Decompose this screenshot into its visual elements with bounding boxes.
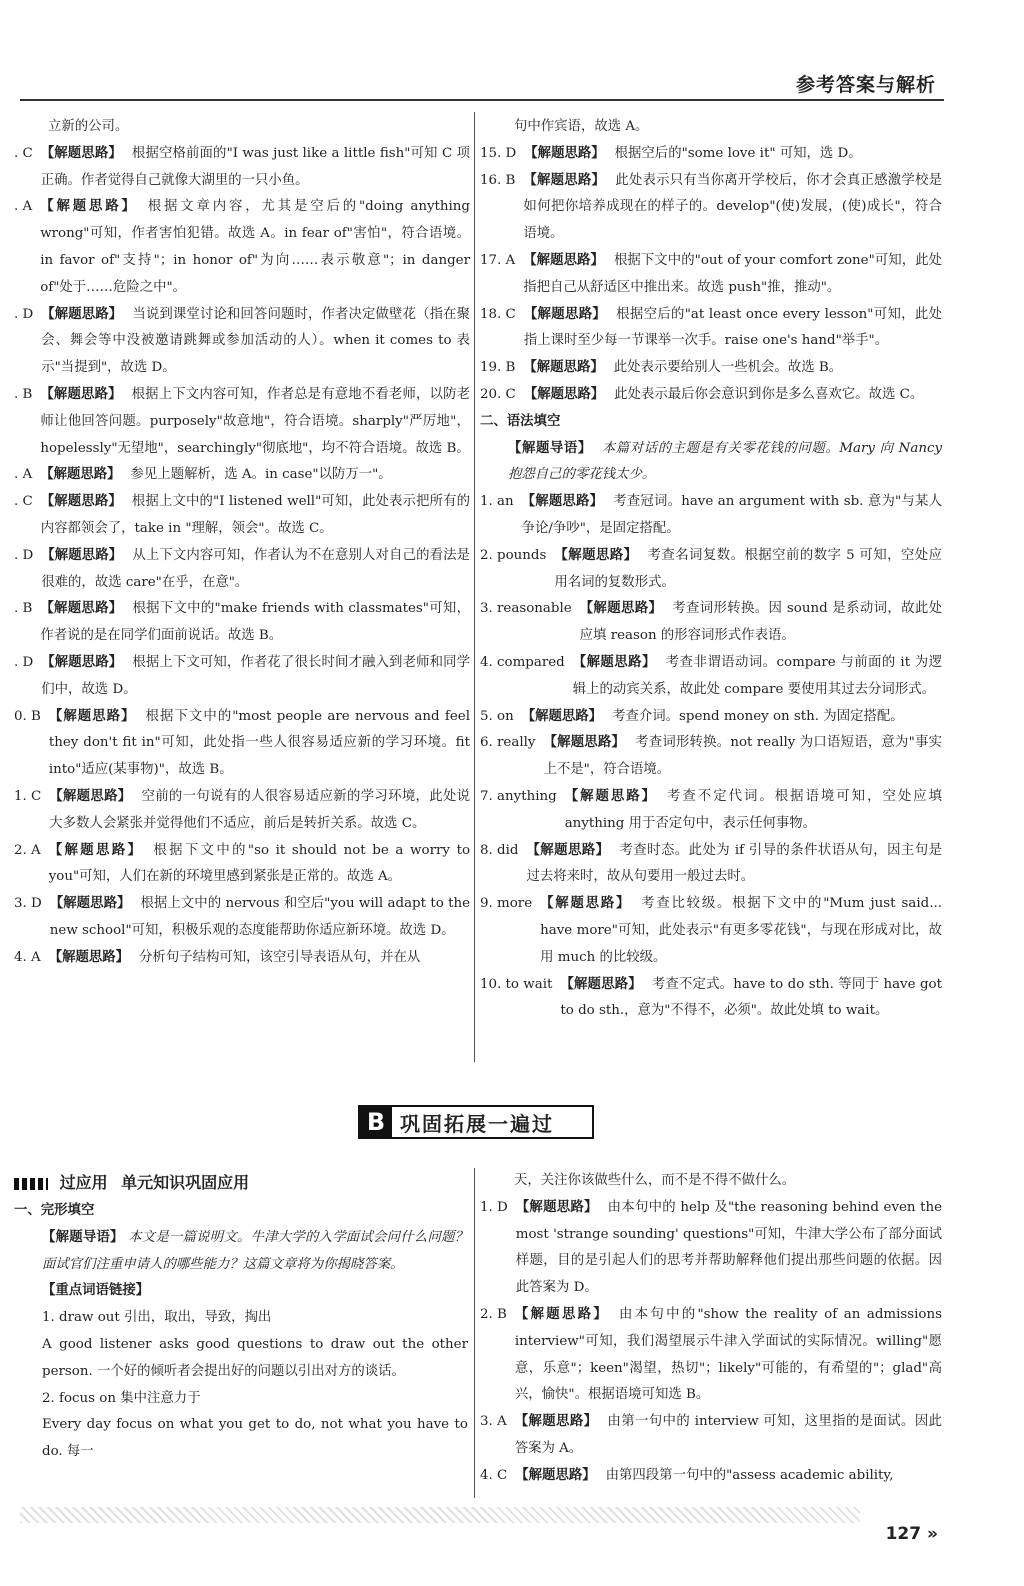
answer-text <box>523 168 942 248</box>
answer-text <box>41 302 470 382</box>
answer-number: 5. on <box>480 708 514 724</box>
answer-number: 4. A <box>14 949 41 965</box>
answer-number: 4. C <box>480 1467 508 1483</box>
answer-tag: 【解题思路】 <box>564 788 658 804</box>
answer-number: 2. pounds <box>480 547 547 563</box>
column-divider <box>474 112 475 1062</box>
answer-tag: 【解题思路】 <box>40 386 122 402</box>
answer-number: 7. anything <box>480 788 557 804</box>
answer-tag: 【解题思路】 <box>524 145 605 161</box>
answer-body: 根据上文中的 nervous 和空后"you will adapt to the new school"可知，积极乐观的态度能帮助你适应新环境。故选 D。 <box>49 896 471 938</box>
answer-tag: 【解题思路】 <box>540 896 632 912</box>
answer-continuation-spacer <box>480 1168 514 1195</box>
answer-body: 天，关注你该做些什么，而不是不得不做什么。 <box>514 1173 796 1188</box>
answer-text <box>40 462 470 489</box>
page-number <box>886 1524 938 1544</box>
answer-text <box>522 704 942 731</box>
answer-number: 3. reasonable <box>480 601 572 617</box>
answer-number: 3. A <box>480 1414 507 1430</box>
header-rule <box>20 99 944 101</box>
answer-tag: 【解题思路】 <box>49 896 131 912</box>
answer-text <box>41 141 470 195</box>
answer-text <box>522 489 942 543</box>
answer-item <box>14 596 470 650</box>
answer-text <box>40 596 470 650</box>
answer-item <box>14 704 470 784</box>
answer-item <box>480 489 942 543</box>
vocab-example: Every day focus on what you get to do, not what you have to do. 每一 <box>42 1417 468 1460</box>
answer-text <box>526 838 942 892</box>
answer-body: 根据空格前面的"I was just like a little fish"可知 C 项正确。作者觉得自己就像大湖里的一只小鱼。 <box>40 145 470 188</box>
answer-text <box>560 972 942 1026</box>
answer-body: 此处表示要给别人一些机会。故选 B。 <box>613 360 843 376</box>
answer-text <box>48 114 470 141</box>
answer-number: 9. more <box>480 896 533 912</box>
answer-number: . D <box>14 547 34 563</box>
answer-number: 20. C <box>480 386 516 402</box>
answer-text <box>523 248 942 302</box>
answer-text <box>540 891 942 971</box>
answer-number: 2. B <box>480 1306 507 1322</box>
footer-pattern <box>20 1507 860 1523</box>
answer-body: 当说到课堂讨论和回答问题时，作者决定做壁花（指在聚会、舞会等中没被邀请跳舞或参加活动的人）。when it comes to 表示"当提到"，故选 D。 <box>41 306 471 376</box>
answer-item <box>14 194 470 301</box>
answer-tag: 【解题思路】 <box>49 788 132 804</box>
answer-tag: 【解题思路】 <box>48 708 136 724</box>
right-column <box>480 114 942 1025</box>
cloze-guide-text: 本文是一篇说明文。牛津大学的入学面试会问什么问题？面试官们注重申请人的哪些能力？这篇文章将为你揭晓答案。 <box>42 1229 469 1272</box>
answer-tag: 【解题思路】 <box>523 360 604 376</box>
answer-text <box>573 650 942 704</box>
answer-tag: 【解题思路】 <box>523 306 607 322</box>
answer-item <box>480 114 942 141</box>
answer-number: 16. B <box>480 172 516 188</box>
answer-body: 分析句子结构可知，该空引导表语从句，并在从 <box>139 949 421 965</box>
vocab-example: A good listener asks good questions to draw out the other person. 一个好的倾听者会提出好的问题以引出对方的谈话。 <box>42 1336 468 1379</box>
answer-body: 考查介词。spend money on sth. 为固定搭配。 <box>612 708 904 724</box>
answer-tag: 【解题思路】 <box>521 708 603 724</box>
answer-body: 根据下文中的"make friends with classmates"可知，作者说的是在同学们面前说话。故选 B。 <box>40 601 471 644</box>
answer-item <box>480 650 942 704</box>
answer-number: 4. compared <box>480 654 565 670</box>
answer-number: 18. C <box>480 306 516 322</box>
answer-item <box>480 596 942 650</box>
answer-tag: 【解题思路】 <box>521 494 604 510</box>
answer-number: 8. did <box>480 842 519 858</box>
answer-tag: 【解题思路】 <box>523 172 606 188</box>
answer-item <box>480 891 942 971</box>
answer-number: . B <box>14 386 33 402</box>
page-header-title: 参考答案与解析 <box>795 74 936 96</box>
answer-item <box>480 704 942 731</box>
answer-item <box>14 462 470 489</box>
answer-number: 15. D <box>480 145 517 161</box>
answer-continuation-spacer <box>480 114 514 141</box>
answer-number: 17. A <box>480 252 516 268</box>
answer-item <box>480 972 942 1026</box>
answer-text <box>49 945 470 972</box>
answer-item <box>480 168 942 248</box>
answer-body: 考查词形转换。因 sound 是系动词，故此处应填 reason 的形容词形式作表语。 <box>579 601 943 644</box>
answer-text <box>49 838 470 892</box>
answer-tag: 【解题思路】 <box>554 547 638 563</box>
answer-body: 根据下文中的"most people are nervous and feel they don't fit in"可知，此处指一些人很容易适应新的学习环境。fit into"适应(某事物)"，故选 B。 <box>48 708 470 778</box>
answer-item <box>14 141 470 195</box>
answer-item <box>480 838 942 892</box>
answer-body: 考查非谓语动词。compare 与前面的 it 为逻辑上的动宾关系，故此处 compare 要使用其过去分词形式。 <box>572 654 943 697</box>
answer-text <box>524 141 942 168</box>
answer-item <box>14 114 470 141</box>
answer-text <box>515 1409 942 1463</box>
answer-tag: 【解题思路】 <box>579 601 663 617</box>
answer-text <box>515 1302 942 1409</box>
answer-text <box>41 489 470 543</box>
bars-icon <box>14 1178 48 1190</box>
answer-tag: 【解题思路】 <box>41 547 123 563</box>
answer-tag: 【解题思路】 <box>515 1467 596 1483</box>
answer-body: 立新的公司。 <box>48 119 129 134</box>
apply-column <box>14 1168 468 1466</box>
answer-number: 1. D <box>480 1199 508 1215</box>
answer-tag: 【解题思路】 <box>543 735 626 751</box>
answer-number: 6. really <box>480 735 536 751</box>
cloze-guide <box>14 1225 468 1279</box>
answer-text <box>41 650 470 704</box>
answer-body: 根据文章内容，尤其是空后的"doing anything wrong"可知，作者害怕犯错。故选 A。in fear of"害怕"，符合语境。in favor of"支持"；in honor of"为向……表示敬意"；in danger of"处于……危险之中"。 <box>40 199 471 295</box>
answer-item <box>480 355 942 382</box>
answer-body: 考查不定式。have to do sth. 等同于 have got to do sth.，意为"不得不，必须"。故此处填 to wait。 <box>560 976 942 1019</box>
answer-number: 1. C <box>14 788 42 804</box>
answer-tag: 【解题思路】 <box>572 654 656 670</box>
answer-text <box>515 1463 942 1490</box>
apply-heading-sub: 单元知识巩固应用 <box>121 1173 250 1192</box>
answer-tag: 【解题思路】 <box>48 842 144 858</box>
answer-item <box>480 382 942 409</box>
answer-item <box>480 248 942 302</box>
cloze-heading: 一、完形填空 <box>14 1203 95 1218</box>
answer-item <box>14 382 470 462</box>
answer-item <box>14 650 470 704</box>
answer-tag: 【解题思路】 <box>515 1199 598 1215</box>
answer-item <box>480 1168 942 1195</box>
grammar-guide <box>480 436 942 490</box>
page-number-text: 127 <box>885 1524 922 1544</box>
page-arrow-icon: » <box>927 1524 938 1544</box>
apply-heading <box>14 1168 468 1198</box>
answer-number: 2. A <box>14 842 41 858</box>
left-column <box>14 114 470 972</box>
vocab-tag: 【重点词语链接】 <box>42 1283 150 1299</box>
answer-item <box>480 1195 942 1302</box>
answer-number: . A <box>14 467 33 483</box>
answer-number: 1. an <box>480 494 514 510</box>
answer-body: 根据上下文可知，作者花了很长时间才融入到老师和同学们中，故选 D。 <box>41 654 471 697</box>
answer-tag: 【解题思路】 <box>514 1306 610 1322</box>
answer-number: 19. B <box>480 360 516 376</box>
answer-tag: 【解题思路】 <box>523 386 605 402</box>
answer-body: 此处表示最后你会意识到你是多么喜欢它。故选 C。 <box>614 386 924 402</box>
answer-body: 此处表示只有当你离开学校后，你才会真正感激学校是如何把你培养成现在的样子的。develop"(使)发展，(使)成长"，符合语境。 <box>523 172 943 242</box>
answer-body: 根据上下文内容可知，作者总是有意地不看老师，以防老师让他回答问题。purposely"故意地"，符合语境。sharply"严厉地"，hopelessly"无望地"，searchingly"彻底地"，均不符合语境。故选 B。 <box>40 386 470 456</box>
apply-heading-main: 过应用 <box>59 1173 108 1192</box>
answer-tag: 【解题思路】 <box>514 1414 598 1430</box>
answer-body: 根据空后的"some love it" 可知，选 D。 <box>614 145 862 161</box>
answer-item <box>14 838 470 892</box>
answer-item <box>480 543 942 597</box>
grammar-heading: 二、语法填空 <box>480 413 561 429</box>
answer-text <box>41 543 470 597</box>
section-b-banner <box>358 1105 594 1139</box>
answer-body: 考查冠词。have an argument with sb. 意为"与某人争论/争吵"，是固定搭配。 <box>521 494 942 536</box>
answer-body: 考查名词复数。根据空前的数字 5 可知，空处应用名词的复数形式。 <box>554 547 943 590</box>
grammar-guide-tag: 【解题导语】 <box>508 440 592 456</box>
answer-body: 考查比较级。根据下文中的"Mum just said... have more"可知，此处表示"有更多零花钱"，与现在形成对比，故用 much 的比较级。 <box>540 896 942 965</box>
answer-tag: 【解题思路】 <box>523 252 604 268</box>
answer-tag: 【解题思路】 <box>40 494 122 510</box>
answer-body: 根据下文中的"so it should not be a worry to you"可知，人们在新的环境里感到紧张是正常的。故选 A。 <box>48 842 471 885</box>
answer-item <box>14 945 470 972</box>
cloze-guide-tag: 【解题导语】 <box>42 1229 124 1245</box>
vocab-term: 1. draw out 引出，取出，导致，掏出 <box>42 1310 272 1326</box>
answer-text <box>580 596 942 650</box>
answer-text <box>554 543 942 597</box>
answer-item <box>480 1463 942 1490</box>
answer-tag: 【解题思路】 <box>40 145 122 161</box>
answer-item <box>14 784 470 838</box>
answer-text <box>543 730 942 784</box>
answer-item <box>14 891 470 945</box>
column-divider-lower <box>474 1168 475 1498</box>
answer-body: 句中作宾语，故选 A。 <box>514 119 649 134</box>
answer-body: 考查词形转换。not really 为口语短语，意为"事实上不是"，符合语境。 <box>543 735 943 778</box>
section-b-letter: B <box>360 1107 392 1137</box>
answer-item <box>14 543 470 597</box>
answer-item <box>14 489 470 543</box>
answer-tag: 【解题思路】 <box>40 601 123 617</box>
answer-continuation-spacer <box>14 114 48 141</box>
answer-item <box>14 302 470 382</box>
answer-number: 3. D <box>14 896 42 912</box>
answer-body: 考查不定代词。根据语境可知，空处应填 anything 用于否定句中，表示任何事物。 <box>564 788 943 831</box>
answer-tag: 【解题思路】 <box>41 654 123 670</box>
answer-number: . C <box>14 145 33 161</box>
answer-item <box>480 784 942 838</box>
answer-tag: 【解题思路】 <box>560 976 642 992</box>
answer-item <box>480 1302 942 1409</box>
answer-tag: 【解题思路】 <box>526 842 610 858</box>
answer-tag: 【解题思路】 <box>40 467 121 483</box>
answer-number: 0. B <box>14 708 41 724</box>
answer-text <box>565 784 942 838</box>
answer-tag: 【解题思路】 <box>40 199 138 215</box>
answer-body: 考查时态。此处为 if 引导的条件状语从句，因主句是过去将来时，故从句要用一般过去时。 <box>526 842 942 885</box>
answer-text <box>40 382 470 462</box>
answer-item <box>480 730 942 784</box>
answer-text <box>514 1168 942 1195</box>
vocab-term: 2. focus on 集中注意力于 <box>42 1390 201 1406</box>
answer-tag: 【解题思路】 <box>41 306 123 322</box>
answer-body: 从上下文内容可知，作者认为不在意别人对自己的看法是很难的，故选 care"在乎，在意"。 <box>41 547 471 590</box>
answer-text <box>40 194 470 301</box>
answer-text <box>516 1195 942 1302</box>
answer-body: 根据上文中的"I listened well"可知，此处表示把所有的内容都领会了，take in "理解，领会"。故选 C。 <box>40 494 470 536</box>
answer-item <box>480 141 942 168</box>
answer-body: 由本句中的 help 及"the reasoning behind even the most 'strange sounding' questions"可知，牛津大学公布了部分面试样题，目的是引起人们的思考并帮助解释他们提出那些问题的依据。因此答案为 D。 <box>515 1199 942 1296</box>
answer-tag: 【解题思路】 <box>48 949 130 965</box>
answer-text <box>524 302 942 356</box>
answer-body: 由第一句中的 interview 可知，这里指的是面试。因此答案为 A。 <box>514 1414 943 1456</box>
answer-body: 空前的一句说有的人很容易适应新的学习环境，此处说大多数人会紧张并觉得他们不适应，前后是转折关系。故选 C。 <box>49 788 471 831</box>
answer-text <box>49 784 470 838</box>
answer-body: 根据下文中的"out of your comfort zone"可知，此处指把自己从舒适区中推出来。故选 push"推，推动"。 <box>523 252 942 295</box>
answer-number: . B <box>14 601 33 617</box>
vocab-list <box>14 1305 468 1466</box>
answer-text <box>524 382 942 409</box>
grammar-guide-text: 本篇对话的主题是有关零花钱的问题。Mary 向 Nancy 抱怨自己的零花钱太少。 <box>508 440 943 483</box>
answer-body: 由本句中的"show the reality of an admissions interview"可知，我们渴望展示牛津入学面试的实际情况。willing"愿意，乐意"；keen"渴望，热切"；likely"可能的，有希望的"；glad"高兴，愉快"。根据语境可知选 B。 <box>514 1306 942 1403</box>
answer-body: 参见上题解析，选 A。in case"以防万一"。 <box>130 467 392 483</box>
answer-number: . D <box>14 306 34 322</box>
answer-text <box>49 704 470 784</box>
answer-item <box>480 1409 942 1463</box>
answer-number: . D <box>14 654 34 670</box>
answer-body: 由第四段第一句中的"assess academic ability, <box>605 1467 894 1483</box>
answer-text <box>523 355 942 382</box>
answer-body: 根据空后的"at least once every lesson"可知，此处指上课时至少每一节课举一次手。raise one's hand"举手"。 <box>523 306 943 349</box>
answer-text <box>50 891 470 945</box>
right-bottom-column <box>480 1168 942 1490</box>
answer-number: 10. to wait <box>480 976 553 992</box>
answer-number: . C <box>14 494 33 510</box>
section-b-title: 巩固拓展一遍过 <box>400 1111 554 1136</box>
answer-item <box>480 302 942 356</box>
answer-number: . A <box>14 199 33 215</box>
answer-text <box>514 114 942 141</box>
